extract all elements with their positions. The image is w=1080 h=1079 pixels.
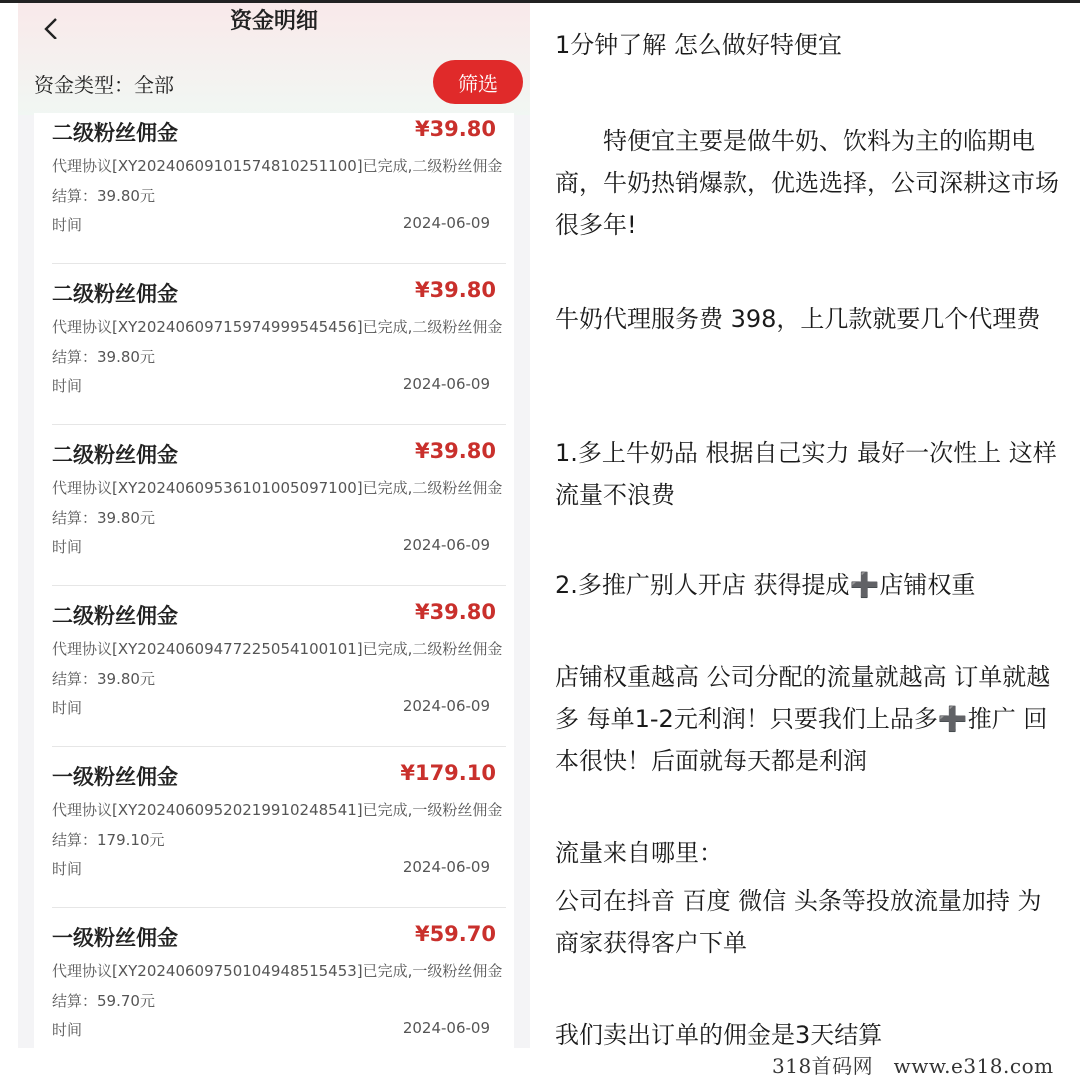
item-amount: ¥39.80 (414, 439, 496, 463)
item-amount: ¥39.80 (414, 278, 496, 302)
article-paragraph: 流量来自哪里： (555, 839, 723, 867)
item-date: 2024-06-09 (402, 697, 490, 715)
item-title: 二级粉丝佣金 (52, 282, 178, 306)
item-title: 二级粉丝佣金 (52, 604, 178, 628)
item-settlement: 结算：39.80元 (52, 348, 155, 366)
item-title: 二级粉丝佣金 (52, 121, 178, 145)
watermark: 318首码网 www.e318.com (772, 1054, 1054, 1078)
article-paragraph: 1.多上牛奶品 根据自己实力 最好一次性上 这样流量不浪费 (555, 439, 1057, 509)
item-amount: ¥39.80 (414, 600, 496, 624)
app-header (18, 3, 530, 115)
item-time-label: 时间 (52, 699, 83, 717)
item-title: 一级粉丝佣金 (52, 926, 178, 950)
item-description: 代理协议[XY20240609750104948515453]已完成,一级粉丝佣金 (52, 962, 503, 980)
item-description: 代理协议[XY20240609520219910248541]已完成,一级粉丝佣金 (52, 801, 503, 819)
item-amount: ¥179.10 (400, 761, 496, 785)
article-paragraph: 公司在抖音 百度 微信 头条等投放流量加持 为商家获得客户下单 (555, 887, 1042, 957)
article-paragraph: 店铺权重越高 公司分配的流量就越高 订单就越多 每单1-2元利润！只要我们上品多➕推广 回本很快！后面就每天都是利润 (555, 663, 1051, 775)
item-description: 代理协议[XY20240609715974999545456]已完成,二级粉丝佣金 (52, 318, 503, 336)
item-date: 2024-06-09 (402, 536, 490, 554)
item-settlement: 结算：59.70元 (52, 992, 155, 1010)
list-item[interactable] (34, 113, 514, 264)
item-amount: ¥39.80 (414, 117, 496, 141)
item-description: 代理协议[XY20240609101574810251100]已完成,二级粉丝佣金 (52, 157, 503, 175)
transaction-list (34, 113, 514, 1048)
item-date: 2024-06-09 (402, 1019, 490, 1037)
item-time-label: 时间 (52, 1021, 83, 1039)
list-item[interactable] (34, 586, 514, 747)
page-title: 资金明细 (229, 9, 318, 34)
item-time-label: 时间 (52, 860, 83, 878)
item-title: 一级粉丝佣金 (52, 765, 178, 789)
article-heading: 1分钟了解 怎么做好特便宜 (555, 31, 842, 59)
item-date: 2024-06-09 (402, 858, 490, 876)
item-time-label: 时间 (52, 538, 83, 556)
item-time-label: 时间 (52, 216, 83, 234)
item-time-label: 时间 (52, 377, 83, 395)
fund-type-filter[interactable]: 资金类型：全部 (34, 73, 174, 97)
article-paragraph: 牛奶代理服务费 398，上几款就要几个代理费 (555, 305, 1041, 333)
item-date: 2024-06-09 (402, 214, 490, 232)
item-amount: ¥59.70 (414, 922, 496, 946)
item-description: 代理协议[XY20240609477225054100101]已完成,二级粉丝佣金 (52, 640, 503, 658)
app-screenshot-panel (18, 3, 530, 1048)
list-item[interactable] (34, 908, 514, 1048)
item-settlement: 结算：39.80元 (52, 670, 155, 688)
article-paragraph: 我们卖出订单的佣金是3天结算 (555, 1021, 883, 1049)
article-paragraph: 特便宜主要是做牛奶、饮料为主的临期电商，牛奶热销爆款，优选选择，公司深耕这市场很多年! (555, 127, 1059, 239)
list-item[interactable] (34, 747, 514, 908)
item-settlement: 结算：39.80元 (52, 187, 155, 205)
item-settlement: 结算：179.10元 (52, 831, 165, 849)
article-paragraph: 2.多推广别人开店 获得提成➕店铺权重 (555, 571, 976, 599)
item-date: 2024-06-09 (402, 375, 490, 393)
list-item[interactable] (34, 425, 514, 586)
item-settlement: 结算：39.80元 (52, 509, 155, 527)
item-title: 二级粉丝佣金 (52, 443, 178, 467)
item-description: 代理协议[XY20240609536101005097100]已完成,二级粉丝佣金 (52, 479, 503, 497)
filter-button[interactable]: 筛选 (433, 60, 523, 104)
list-item[interactable] (34, 264, 514, 425)
